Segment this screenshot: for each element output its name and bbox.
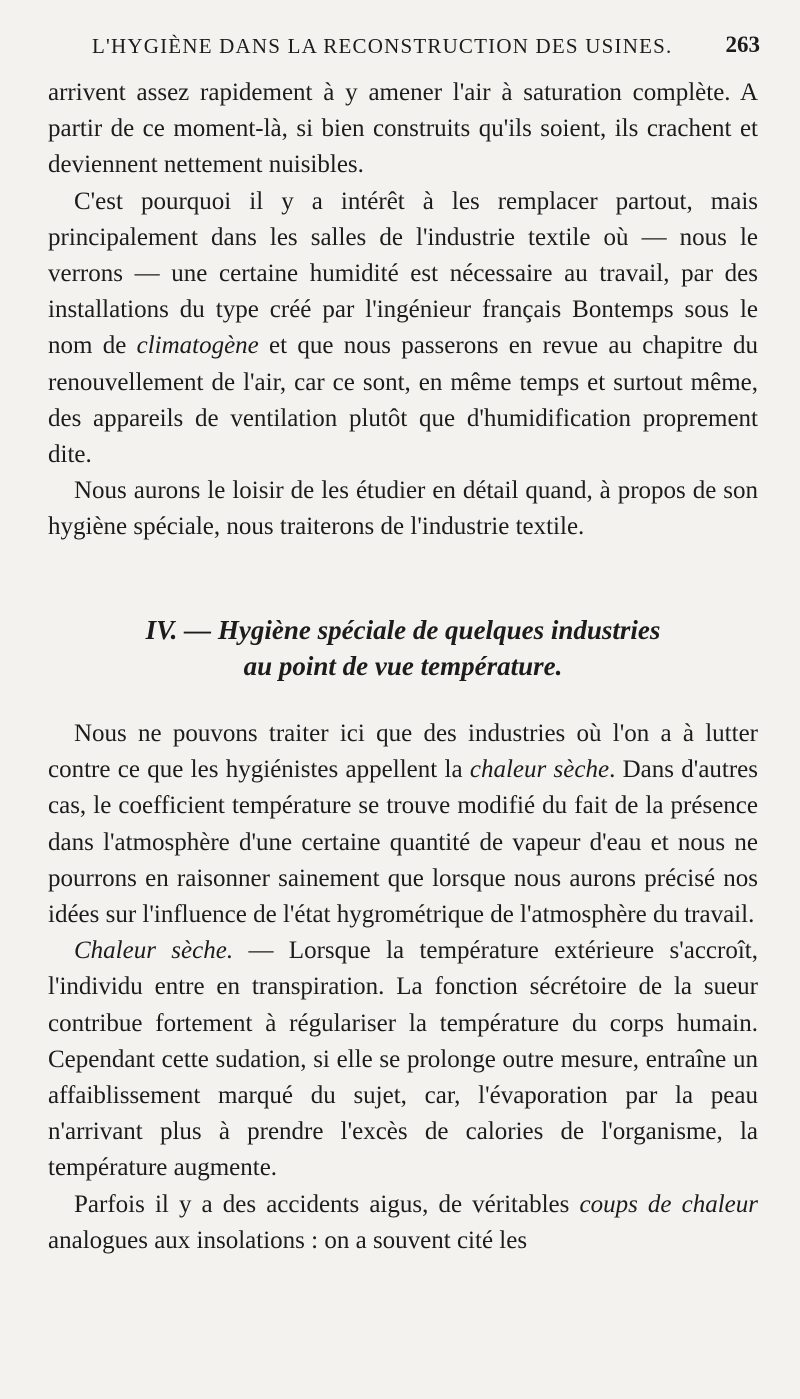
italic-term: chaleur sèche bbox=[469, 756, 610, 784]
italic-term: coups de chaleur bbox=[579, 1190, 758, 1218]
paragraph-text: C'est pourquoi il y a intérêt à les remplacer partout, mais principalement dans les salles de l'industrie textile où — nous le verrons — une certaine humidité est nécessaire au travail, par des installations du type créé par l'ingénieur français Bontemps sous le nom de bbox=[48, 187, 758, 360]
running-header bbox=[92, 34, 760, 68]
section-heading-line: IV. — Hygiène spéciale de quelques industries bbox=[145, 615, 661, 645]
paragraph-text: — Lorsque la température extérieure s'accroît, l'individu entre en transpiration. La fonction sécrétoire de la sueur contribue fortement à régulariser la température du corps humain. Cependant cette sudation, si elle se prolonge outre mesure, entraîne un affaiblissement marqué du sujet, car, l'évaporation par la peau n'arrivant plus à prendre l'excès de calories de l'organisme, la température augmente. bbox=[48, 937, 758, 1182]
paragraph bbox=[48, 716, 758, 933]
paragraph-text: Nous ne pouvons traiter ici que des industries où l'on a à lutter contre ce que les hygiénistes appellent la bbox=[48, 720, 758, 784]
text-block-bottom bbox=[48, 716, 758, 1259]
paragraph-text: et que nous passerons en revue au chapitre du renouvellement de l'air, car ce sont, en même temps et surtout même, des appareils de ventilation plutôt que d'humidification proprement dite. bbox=[48, 332, 758, 469]
italic-term: climatogène bbox=[136, 332, 259, 360]
paragraph bbox=[48, 75, 758, 184]
section-heading bbox=[48, 612, 758, 684]
italic-subheading: Chaleur sèche. bbox=[74, 937, 234, 965]
text-block-top bbox=[48, 75, 758, 546]
paragraph-text: arrivent assez rapidement à y amener l'air à saturation complète. A partir de ce moment-là, si bien construits qu'ils soient, ils crachent et deviennent nettement nuisibles. bbox=[48, 79, 758, 179]
paragraph bbox=[48, 473, 758, 545]
paragraph bbox=[48, 184, 758, 474]
paragraph bbox=[48, 933, 758, 1186]
paragraph-text: analogues aux insolations : on a souvent cité les bbox=[48, 1226, 528, 1254]
running-title: L'HYGIÈNE DANS LA RECONSTRUCTION DES USINES. bbox=[92, 34, 673, 58]
paragraph-text: . Dans d'autres cas, le coefficient température se trouve modifié du fait de la présence dans l'atmosphère d'une certaine quantité de vapeur d'eau et nous ne pourrons en raisonner sainement que lorsque nous aurons précisé nos idées sur l'influence de l'état hygrométrique de l'atmosphère du travail. bbox=[48, 756, 759, 929]
paragraph bbox=[48, 1187, 758, 1259]
page-number: 263 bbox=[725, 32, 760, 57]
paragraph-text: Nous aurons le loisir de les étudier en détail quand, à propos de son hygiène spéciale, nous traiterons de l'industrie textile. bbox=[48, 477, 758, 541]
section-heading-line: au point de vue température. bbox=[243, 651, 563, 681]
paragraph-text: Parfois il y a des accidents aigus, de véritables bbox=[74, 1190, 580, 1218]
